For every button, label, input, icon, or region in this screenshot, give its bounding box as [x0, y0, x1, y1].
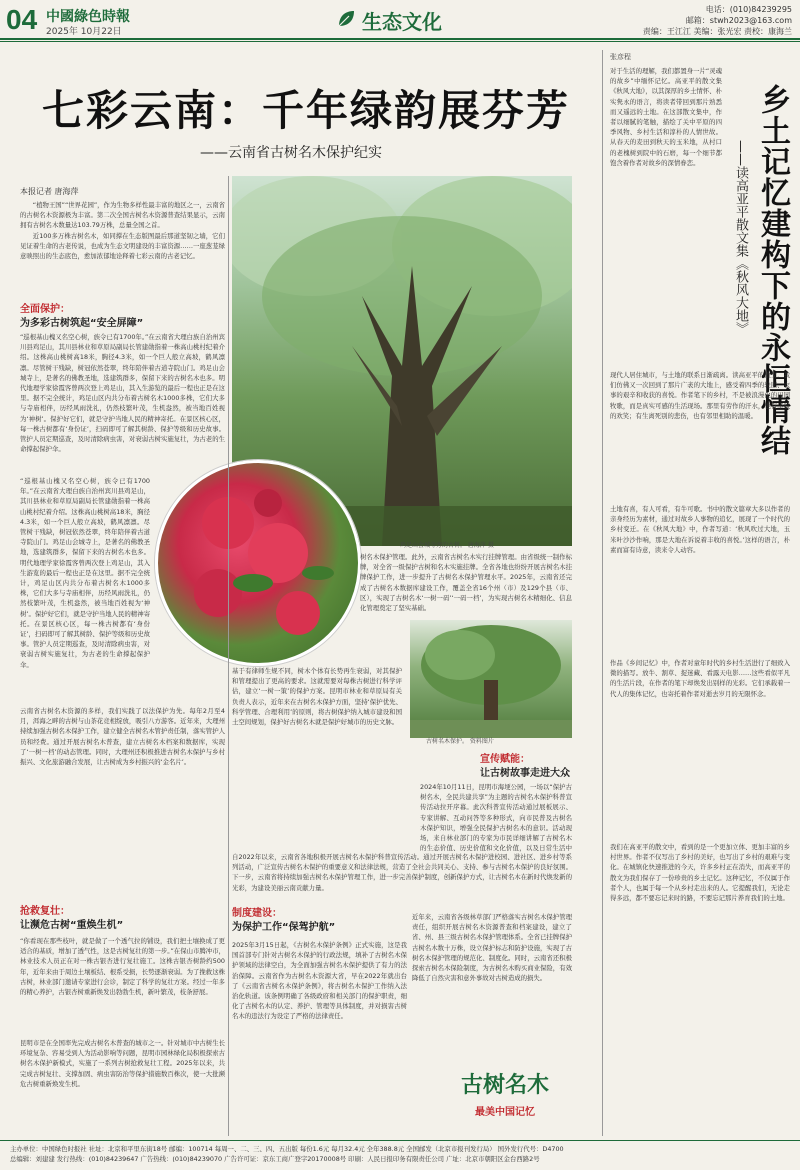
essay-subtitle: ——读高亚平散文集《秋风大地》 [733, 140, 748, 335]
photo-2-caption: 古树名木保护。 资料图片 [426, 738, 494, 745]
article-subtitle: ——云南省古树名木保护纪实 [200, 145, 382, 161]
essay-body-4: 作品《乡间记忆》中，作者对童年时代的乡村生活进行了细致入微的描写。放牛、割草、捉迷藏、看露天电影……这些看似平凡的生活片段，在作者的笔下却焕发出别样的光彩。它们承载着一代人的集体记忆，也寄托着作者对逝去岁月的无限怀念。 [610, 659, 790, 698]
column-divider [228, 176, 229, 1136]
footer [10, 1144, 790, 1164]
section-1-body: “巡根基山槐又名空心树，族令已有1700年。”在云南省大理白族自治州宾川县鸡足山，其川县林业和草原局副局长管建勋指着一株高山桃村纪着介绍。这株高山桃树高18米，胸径4.3米，如一个巨人般立高坡，鹤风凛凛。尽管树干残缺，树冠依然苍翠，终年陪伴着古道寺院山门。鸡足山会城寺上，是著名的佛教圣地，选建筑群多，保留下来的古树名木也多。明代地理学家徐霞客曾两次登上鸡足山，其入生游览的最后一程也正是在这里。据不完全统计，鸡足山区内共分布着古树名木1000多株，它们大多与寺庙相伴，历经风雨洗礼，仍然枝繁叶茂，生机盎然，被当地百姓视为‘神树’。保护好它们，就是守护当地人民的精神寄托。在景区核心区，每一株古树都有‘身份证’，扫码即可了解其树龄、保护等级和历史故事。管护人员定期巡查，及时清除病虫害，对衰弱古树实施复壮，为古老的生命撑起保护伞。 [20, 333, 225, 454]
camellia-illustration [158, 463, 358, 663]
section-2-body-2: 昆明市是在全国率先完成古树名木普查的城市之一。针对城市中古树生长环境复杂、容易受到人为活动影响等问题，昆明市园林绿化局积极探索古树名木保护新模式，实施了一系列古树抢救复壮工程。2025年以来，共完成古树复壮、支撑加固、病虫害防治等保护措施数百株次，使一大批濒危古树重新焕发生机。 [20, 1039, 225, 1088]
section-1-body-cont: “巡根基山槐又名空心树，族令已有1700年。”在云南省大理白族自治州宾川县鸡足山，其川县林业和草原局副局长管建勋指着一株高山桃村纪着介绍。这株高山桃树高18米，胸径4.3米，如一个巨人般立高坡，鹤风凛凛。尽管树干残缺，树冠依然苍翠，终年陪伴着古道寺院山门。鸡足山会城寺上，是著名的佛教圣地，选建筑群多，保留下来的古树名木也多。明代地理学家徐霞客曾两次登上鸡足山，其入生游览的最后一程也正是在这里。据不完全统计，鸡足山区内共分布着古树名木1000多株，它们大多与寺庙相伴，历经风雨洗礼，仍然枝繁叶茂，生机盎然，被当地百姓视为‘神树’。保护好它们，就是守护当地人民的精神寄托。在景区核心区，每一株古树都有‘身份证’，扫码即可了解其树龄、保护等级和历史故事。管护人员定期巡查，及时清除病虫害，对衰弱古树实施复壮，为古老的生命撑起保护伞。 [20, 477, 150, 669]
footer-rule [0, 1140, 800, 1141]
essay-body-1: 对于生活的理解，我们都置身一片“灵魂的故乡”中缅怀记忆。高亚平的散文集《秋风大地》，以其深厚的乡土情怀、朴实隽永的语言，将读者带回到那片熟悉而又遥远的土地。在这部散文集中，作者以细腻的笔触，描绘了关中平原的四季风物、乡村生活和淳朴的人情世故。从春天的麦田到秋天的玉米地，从村口的老槐树到院中的石磨，每一个细节都饱含着作者对故乡的深情眷恋。 [610, 67, 722, 167]
leaf-icon [335, 8, 357, 30]
article-byline: 本报记者 唐海萍 [20, 187, 79, 196]
tree2-illustration [410, 620, 572, 738]
section-4-title: 让古树故事走进大众 [480, 768, 570, 779]
header-rule [0, 38, 800, 40]
section-4-tag: 宣传赋能： [480, 754, 530, 765]
section-1-body-2: 云南省古树名木资源的多样，我们实践了以法保护为先。每年2月至4月，洱海之畔的古树与山茶花竞相绽放，吸引八方游客。近年来，大理州持续加强古树名木保护工作，建立健全古树名木管护责任制，落实管护人员和经费。通过开展古树名木普查，建立古树名木档案和数据库，实现了‘一树一档’的动态管理。同时，大理州还积极推进古树名木保护与乡村振兴、文化旅游融合发展，让古树成为乡村振兴的‘金名片’。 [20, 707, 225, 767]
article-col2-body: 树名木保护管理。此外，云南省古树名木实行挂牌管理。由省级统一制作标牌，对全省一级保护古树和名木实施挂牌。全省各地也纷纷开展古树名木挂牌保护工作，进一步提升了古树名木保护管理水平。2025年，云南省还完成了古树名木数据库建设工作，覆盖全省16个州（市）及129个县（市、区），实现了古树名木‘一树一码’‘一码一档’，为实现古树名木精细化、信息化管理奠定了坚实基础。 [360, 553, 572, 613]
page-number: 04 [6, 4, 38, 35]
section-1-title: 为多彩古树筑起“安全屏障” [20, 318, 144, 329]
middle-col-body: 基于有律师生规不同，树木个体有长势再生衰弱，对其保护和管理提出了更高的要求。这就需要对每株古树进行科学评估，建立‘一树一策’的保护方案。昆明市林业和草原局有关负责人表示，近年来在古树名木保护方面，坚持‘保护优先、科学管理、合理利用’的原则，将古树保护纳入城市建设和国土空间规划，保护好古树名木就是保护好城市的历史文脉。 [232, 667, 402, 727]
editors: 责编：王江江 美编：张光宏 责校：康海兰 [642, 27, 792, 36]
section-3-tag: 制度建设： [232, 908, 282, 919]
section-2-tag: 抢救复壮： [20, 906, 70, 917]
essay-title: 乡土记忆建构下的永恒情结 [755, 84, 790, 456]
essay-body-3: 土地有喜，有人可看，有牛可歌。书中的散文篇章大多以作者的亲身经历为素材，通过对故乡人事物的追忆，展现了一个时代的乡村变迁。在《秋风大地》中，作者写道：‘秋风吹过大地，玉米叶沙沙作响，那是大地在诉说着丰收的喜悦。’这样的语言，朴素而富有诗意，读来令人动容。 [610, 505, 790, 554]
contact-block [643, 4, 792, 37]
contact-phone: 电话：(010)84239295 [705, 5, 792, 14]
camellia-photo [155, 460, 361, 666]
section-3-body-2: 近年来，云南省各级林草部门严格落实古树名木保护管理责任，组织开展古树名木资源普查和档案建设，建立了省、州、县三级古树名木保护管理体系。全省已挂牌保护古树名木数十万株，设立保护标志和防护设施，实现了古树名木保护管理的规范化、制度化。同时，云南省还积极探索古树名木保险制度，为古树名木购买商业保险，有效降低了自然灾害和意外事故对古树造成的损失。 [412, 913, 572, 983]
tree-photo-2 [410, 620, 572, 738]
essay-body-2: 现代人居住城市，与土地的联系日渐疏离。读高亚平的散文，我们仿佛又一次回到了那片广袤的大地上，感受着四季的轮回、农事的艰辛和收获的喜悦。作者笔下的乡村，不是被浪漫化的田园牧歌，而是真实可感的生活现场。那里有劳作的汗水，也有丰收的欢笑；有生离死别的悲伤，也有邻里相助的温暖。 [610, 371, 790, 420]
column-divider [602, 50, 603, 1136]
section-4-body-2: 自2022年以来，云南省各地积极开展古树名木保护科普宣传活动。通过开展古树名木保护进校园、进社区、进乡村等系列活动，广泛宣传古树名木保护的重要意义和法律法规，营造了全社会共同关心、支持、参与古树名木保护的良好氛围。下一步，云南省将持续加强古树名木保护管理工作，进一步完善保护制度，创新保护方式，让古树名木在新时代焕发新的光彩，为建设美丽云南贡献力量。 [232, 853, 572, 892]
article-intro [20, 200, 225, 290]
section-2-body: “你看现在那些枝叶，就是做了一个透气拉的铺设，我们把土壤换成了更适合的基质，增加了透气性，这是古树复壮的第一步。”在保山市腾冲市，林业技术人员正在对一株古银杏进行复壮施工。这株古银杏树龄约500年，近年来由于周边土壤板结、根系受损，长势逐渐衰弱。为了挽救这株古树，林业部门邀请专家进行会诊，制定了科学的复壮方案。经过一年多的精心养护，古银杏树重新焕发出勃勃生机，新叶繁茂，枝条舒展。 [20, 937, 225, 997]
logo-text: 古树名木 [460, 1072, 549, 1098]
footer-line-2: 总编辑：刘建建 发行热线：(010)84239647 广告热线：(010)84239070 广告许可证：京东工商广登字20170008号 印刷：人民日报印务有限责任公司 广址：北京市朝阳区金台西路2号 [10, 1155, 540, 1163]
contact-email: 邮箱：stwh2023@163.com [685, 16, 792, 25]
main-photo-caption: 鸡足山会城寺旁的古树。 唐海萍 摄 [400, 542, 494, 549]
intro-paragraph-1: “植物王国”“世界花园”，作为生物多样性最丰富的地区之一，云南省的古树名木资源极为丰富。第二次全国古树名木资源普查结果显示，云南拥有古树名木数量达103.79万株，总量全国之首。 [20, 201, 225, 230]
essay-byline: 张彦程 [610, 53, 631, 61]
essay-body-5: 我们在高亚平的散文中，看到的是一个更加立体、更加丰富的乡村世界。作者不仅写出了乡村的美好，也写出了乡村的艰难与变化。在城镇化快速推进的今天，许多乡村正在消失，而高亚平的散文为我们保存了一份珍贵的乡土记忆。这种记忆，不仅属于作者个人，也属于每一个从乡村走出来的人。它提醒我们，无论走得多远，都不要忘记来时的路，不要忘记那片养育我们的土地。 [610, 843, 790, 903]
issue-date: 2025年 10月22日 [46, 27, 122, 37]
article-title: 七彩云南：千年绿韵展芬芳 [42, 86, 571, 135]
logo-tagline: 最美中国记忆 [475, 1107, 535, 1118]
section-4-body: 2024年10月11日，昆明市海埂公园，一场以“保护古树名木，全民共建共享”为主题的古树名木保护科普宣传活动拉开序幕。此次科普宣传活动通过展板展示、专家讲解、互动问答等多种形式，向市民普及古树名木保护知识，增强全民保护古树名木的意识。活动现场，来自林业部门的专家为市民详细讲解了古树名木的生态价值、历史价值和文化价值，以及日常生活中 [420, 783, 572, 853]
column-title: 生态文化 [362, 10, 442, 34]
section-3-title: 为保护工作“保驾护航” [232, 922, 336, 933]
footer-line-1: 主办单位：中国绿色时报社 社址：北京和平里东街18号 邮编：100714 每周一、二、三、四、五出版 每份1.6元 每月32.4元 全年388.8元 全国邮发（北京市报刊发行局） 国外发行代号：D4700 [10, 1145, 564, 1153]
newspaper-name: 中國綠色時報 [46, 9, 130, 25]
ancient-tree-logo [440, 1068, 570, 1128]
section-2-title: 让濒危古树“重焕生机” [20, 920, 124, 931]
intro-paragraph-2: 近100多万株古树名木，如同撑在生态版图最后那道坚韧之墙，它们见证着生命的古老传说，也成为生态文明建设的丰富资源……一座葱茏绿意映照出的生态底色，愈加浓郁地诠释着七彩云南的古老记忆。 [20, 231, 225, 261]
section-1-tag: 全面保护： [20, 304, 70, 315]
section-3-body: 2025年3月15日起，《古树名木保护条例》正式实施，这是我国首部专门针对古树名木保护的行政法规，填补了古树名木保护领域的法律空白，为全面加强古树名木保护提供了有力的法治保障。云南省作为古树名木资源大省，早在2022年就出台了《云南省古树名木保护条例》，将古树名木保护工作纳入法治化轨道。该条例明确了各级政府和相关部门的保护职责，细化了古树名木的认定、养护、管理等具体制度，并对损害古树名木的违法行为设定了严格的法律责任。 [232, 941, 407, 1021]
header-rule-thin [0, 41, 800, 42]
